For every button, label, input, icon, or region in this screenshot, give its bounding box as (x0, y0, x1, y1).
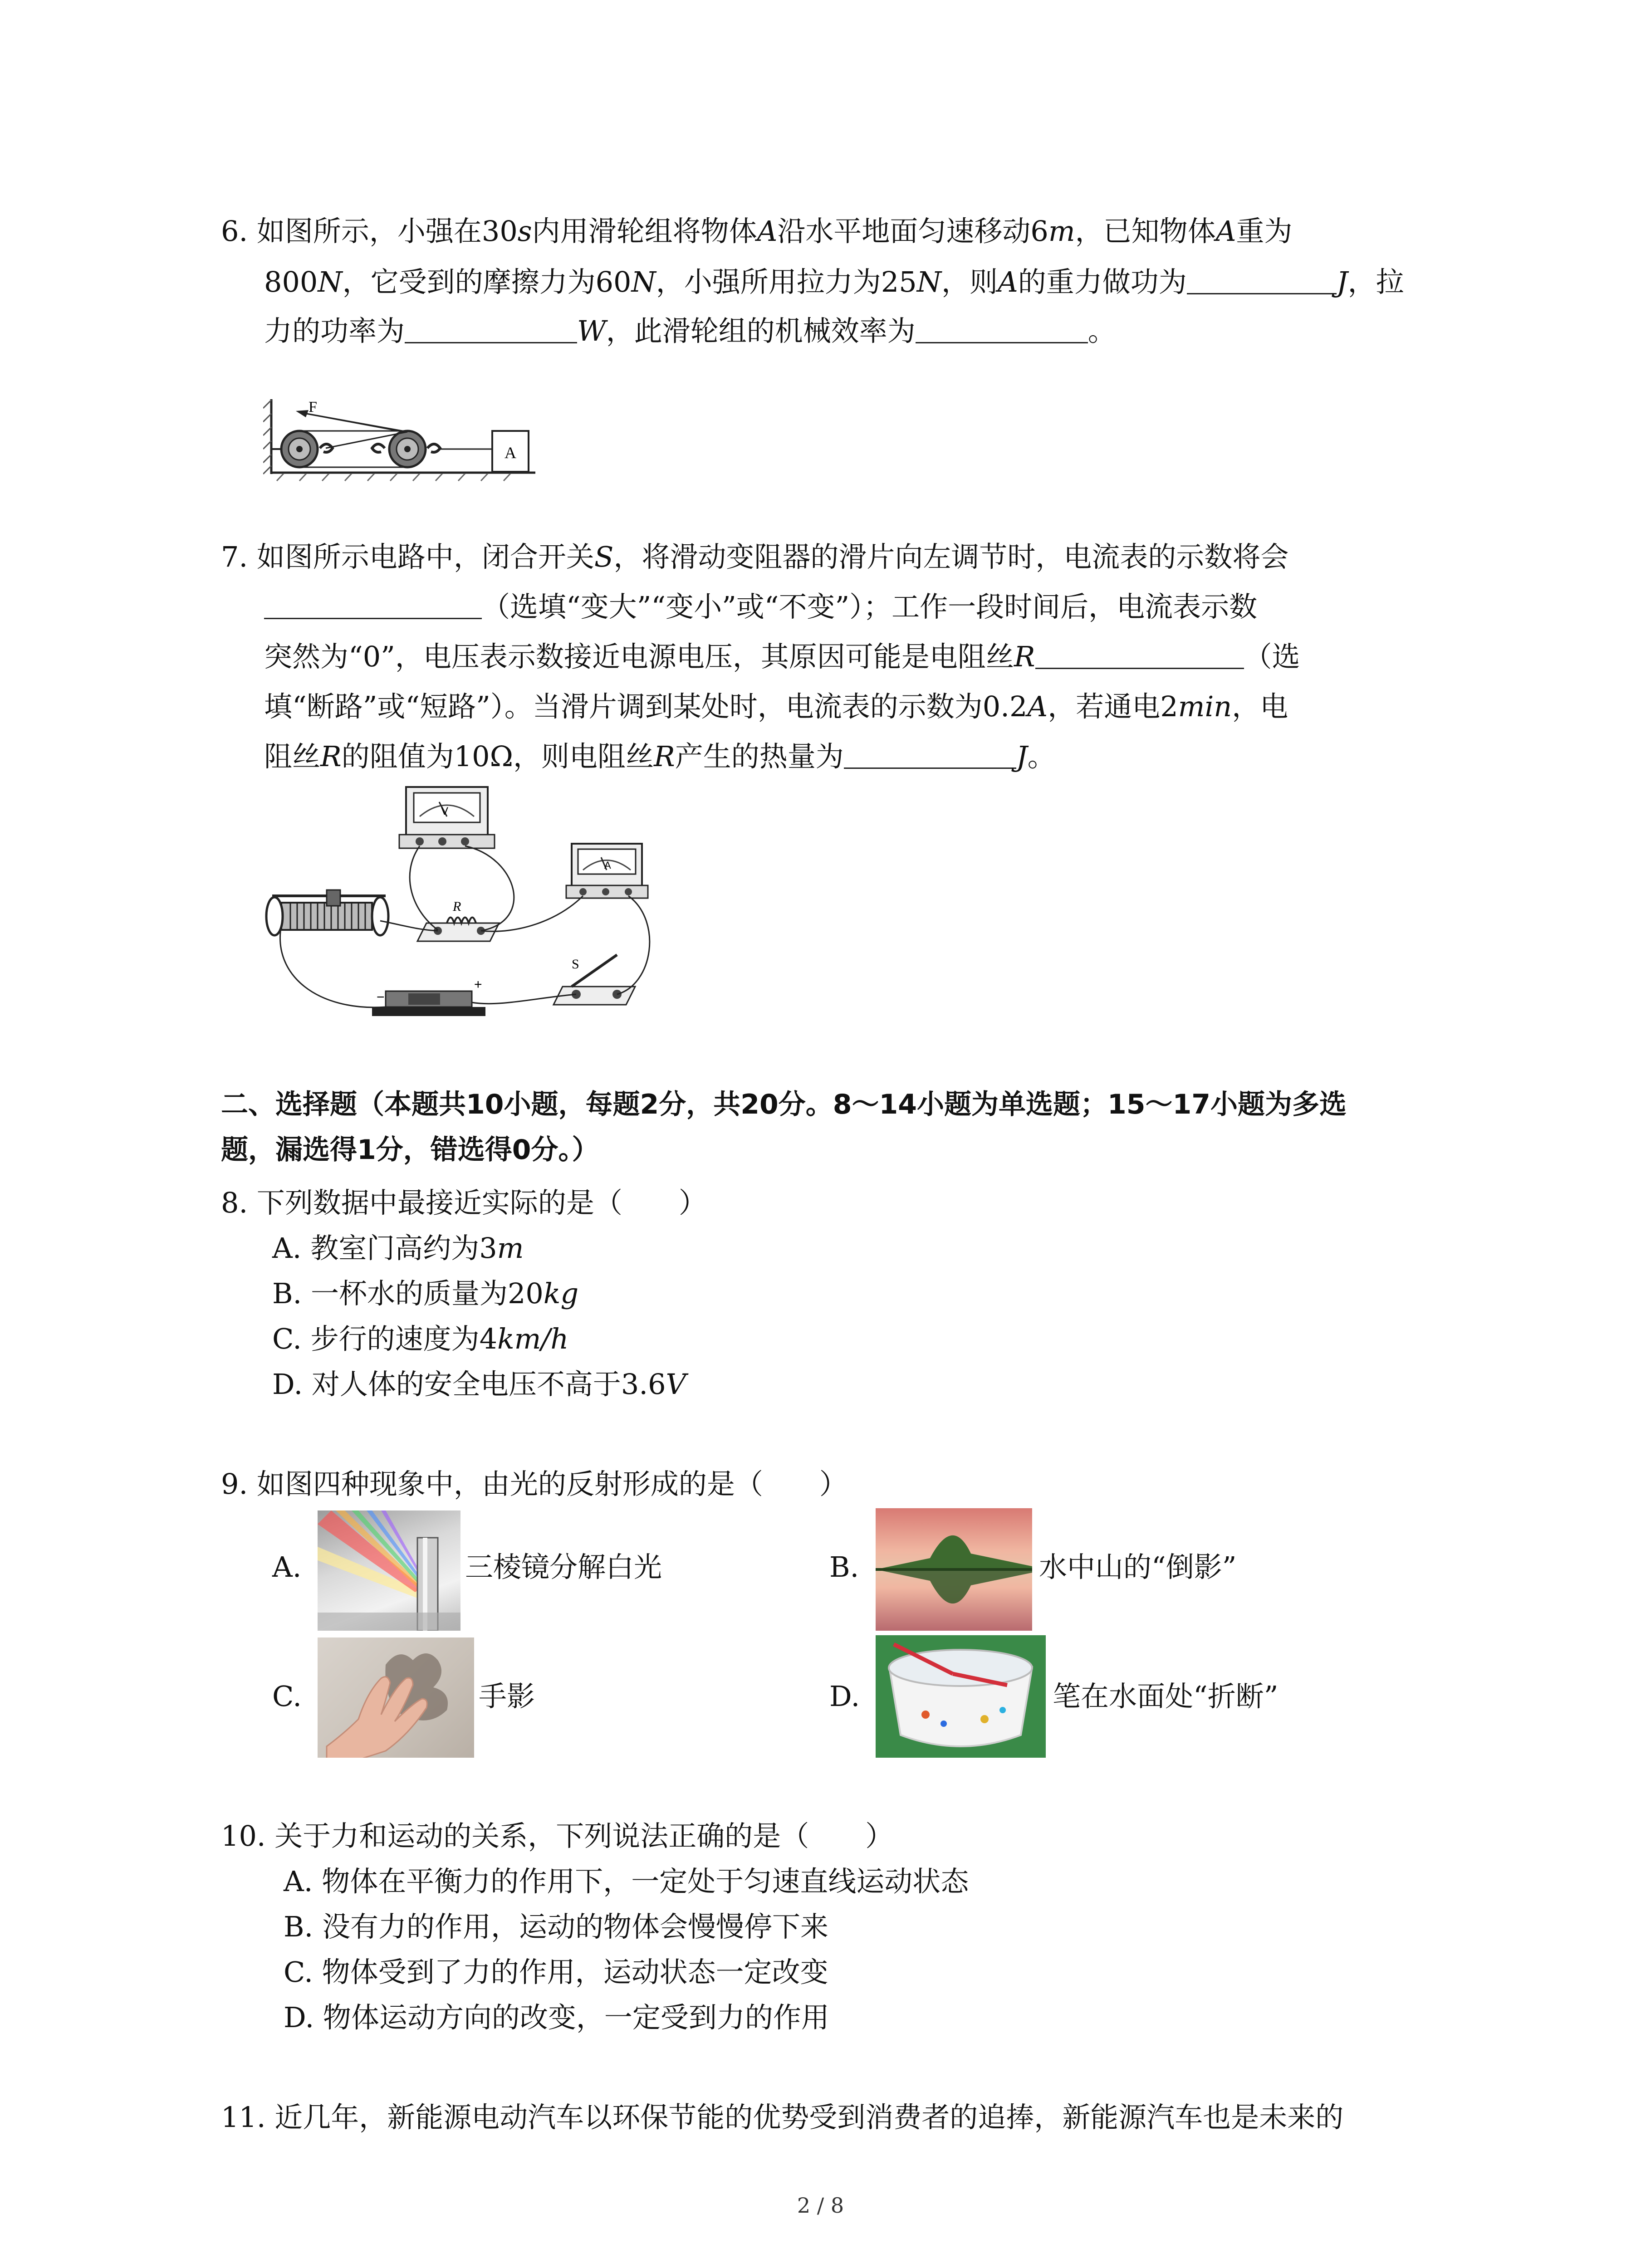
q6-blank-efficiency[interactable] (916, 314, 1088, 343)
q10-option-c[interactable]: C. 物体受到了力的作用，运动状态一定改变 (284, 1955, 828, 1989)
q9-option-a-letter[interactable]: A. (272, 1550, 302, 1584)
q10-option-d[interactable]: D. 物体运动方向的改变，一定受到力的作用 (284, 2001, 829, 2034)
q6-line-3: 力的功率为 W，此滑轮组的机械效率为 。 (264, 314, 1116, 347)
q10-option-b[interactable]: B. 没有力的作用，运动的物体会慢慢停下来 (284, 1910, 828, 1943)
q9-option-b-letter[interactable]: B. (829, 1550, 859, 1584)
page-number: 2 / 8 (797, 2193, 844, 2218)
q8-option-d[interactable]: D. 对人体的安全电压不高于3.6V (272, 1368, 686, 1401)
q7-blank-heat[interactable] (844, 739, 1016, 769)
q11-stem: 11. 近几年，新能源电动汽车以环保节能的优势受到消费者的追捧，新能源汽车也是未来的 (221, 2101, 1344, 2134)
q10-option-a[interactable]: A. 物体在平衡力的作用下，一定处于匀速直线运动状态 (284, 1865, 969, 1898)
q10-stem: 10. 关于力和运动的关系，下列说法正确的是（ ） (221, 1819, 894, 1853)
voltmeter-label: V (441, 805, 449, 817)
q7-line-2: （选填“变大”“变小”或“不变”）；工作一段时间后，电流表示数 (264, 589, 1257, 625)
section-2-title-line-1: 二、选择题（本题共10小题，每题2分，共20分。8～14小题为单选题；15～17小题为多选 (221, 1089, 1347, 1120)
q9-option-d-text: 笔在水面处“折断” (1053, 1680, 1279, 1713)
q6-line-2: 800N，它受到的摩擦力为60N，小强所用拉力为25N，则A的重力做功为 J，拉 (264, 265, 1404, 298)
q6-blank-work[interactable] (1187, 265, 1337, 294)
q7-line-5: 阻丝R的阻值为10Ω，则电阻丝R产生的热量为 J。 (264, 740, 1056, 773)
prism-dispersion-photo (318, 1510, 460, 1631)
pulley-force-label: F (309, 399, 317, 415)
q9-stem: 9. 如图四种现象中，由光的反射形成的是（ ） (221, 1467, 847, 1501)
ammeter-label: A (604, 860, 611, 871)
circuit-figure (263, 785, 671, 1039)
q9-option-b-text: 水中山的“倒影” (1039, 1550, 1237, 1584)
q7-line-3: 突然为“0”，电压表示数接近电源电压，其原因可能是电阻丝R （选 (264, 640, 1300, 673)
q9-option-a-text: 三棱镜分解白光 (465, 1550, 662, 1584)
resistor-label: R (453, 899, 461, 914)
hand-shadow-photo (318, 1637, 474, 1758)
mountain-reflection-photo (876, 1508, 1032, 1631)
pencil-in-water-photo (876, 1635, 1046, 1758)
q8-option-a[interactable]: A. 教室门高约为3m (272, 1232, 524, 1265)
q9-option-c-text: 手影 (479, 1680, 535, 1713)
section-2-title-line-2: 题，漏选得1分，错选得0分。） (221, 1134, 599, 1166)
pulley-figure (263, 395, 544, 485)
q7-blank-current[interactable] (264, 590, 482, 619)
q8-option-b[interactable]: B. 一杯水的质量为20kg (272, 1277, 579, 1310)
pulley-block-label: A (505, 444, 516, 462)
q7-line-1: 7. 如图所示电路中，闭合开关S，将滑动变阻器的滑片向左调节时，电流表的示数将会 (221, 540, 1289, 573)
q7-blank-fault[interactable] (1035, 640, 1244, 669)
q8-stem: 8. 下列数据中最接近实际的是（ ） (221, 1186, 707, 1219)
battery-plus-label: + (474, 977, 482, 992)
battery-minus-label: − (377, 990, 385, 1005)
q6-line-1: 6. 如图所示，小强在30s内用滑轮组将物体A沿水平地面匀速移动6m，已知物体A重为 (221, 215, 1293, 248)
q6-blank-power[interactable] (405, 314, 577, 343)
q7-line-4: 填“断路”或“短路”）。当滑片调到某处时，电流表的示数为0.2A，若通电2min，电 (264, 690, 1288, 723)
q8-option-c[interactable]: C. 步行的速度为4km/h (272, 1322, 569, 1355)
q9-option-d-letter[interactable]: D. (829, 1680, 860, 1713)
q9-option-c-letter[interactable]: C. (272, 1680, 302, 1713)
switch-label: S (572, 957, 579, 972)
